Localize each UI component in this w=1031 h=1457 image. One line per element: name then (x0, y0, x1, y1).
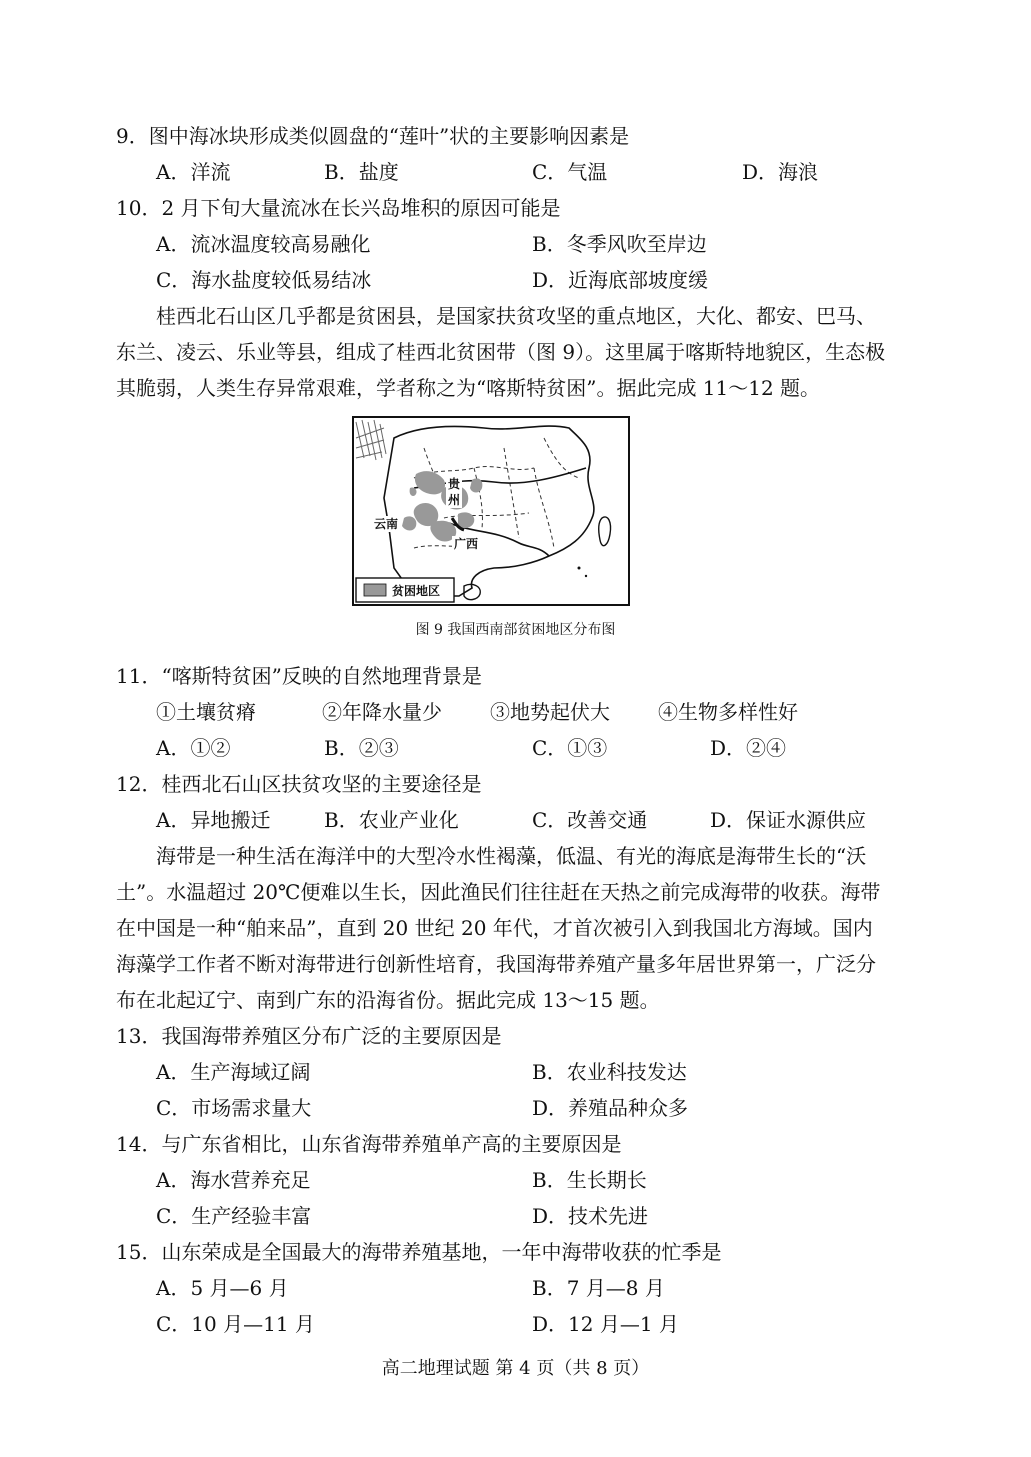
hatched-region (356, 420, 386, 460)
q11-option-d: D．②④ (710, 736, 787, 760)
q14-option-b: B．生长期长 (532, 1168, 647, 1192)
q13-option-d: D．养殖品种众多 (532, 1096, 689, 1120)
passage-1-line-3: 其脆弱，人类生存异常艰难，学者称之为“喀斯特贫困”。据此完成 11～12 题。 (116, 376, 821, 400)
passage-2-line-4: 海藻学工作者不断对海带进行创新性培育，我国海带养殖产量多年居世界第一，广泛分 (116, 952, 876, 976)
figure-9-caption: 图 9 我国西南部贫困地区分布图 (415, 622, 616, 638)
passage-2-line-2: 土”。水温超过 20℃便难以生长，因此渔民们往往赶在天热之前完成海带的收获。海带 (116, 880, 881, 904)
q10-option-b: B．冬季风吹至岸边 (532, 232, 707, 256)
q12-option-a: A．异地搬迁 (156, 808, 271, 832)
q9-option-b: B．盐度 (324, 160, 399, 184)
q11-option-c: C．①③ (532, 736, 608, 760)
q12-option-b: B．农业产业化 (324, 808, 459, 832)
q13-option-c: C．市场需求量大 (156, 1096, 312, 1120)
q11-option-a: A．①② (156, 736, 231, 760)
figure-9-map (352, 416, 630, 606)
q14-option-c: C．生产经验丰富 (156, 1204, 312, 1228)
legend-swatch (364, 584, 386, 596)
q15-option-b: B．7 月—8 月 (532, 1276, 665, 1300)
q11-item-1: ①土壤贫瘠 (156, 700, 256, 724)
q15-option-d: D．12 月—1 月 (532, 1312, 679, 1336)
passage-2-line-1: 海带是一种生活在海洋中的大型冷水性褐藻，低温、有光的海底是海带生长的“沃 (156, 844, 867, 868)
taiwan-island (599, 517, 611, 546)
map-label-yunnan: 云南 (374, 517, 399, 531)
q10-option-d: D．近海底部坡度缓 (532, 268, 709, 292)
q13-option-a: A．生产海域辽阔 (156, 1060, 311, 1084)
passage-1-line-2: 东兰、凌云、乐业等县，组成了桂西北贫困带（图 9）。这里属于喀斯特地貌区，生态极 (116, 340, 886, 364)
southwest-china-map (354, 418, 628, 604)
question-9-stem: 9．图中海冰块形成类似圆盘的“莲叶”状的主要影响因素是 (116, 124, 630, 148)
q11-option-b: B．②③ (324, 736, 399, 760)
q12-option-c: C．改善交通 (532, 808, 648, 832)
page-footer: 高二地理试题 第 4 页（共 8 页） (381, 1358, 650, 1379)
q10-option-a: A．流冰温度较高易融化 (156, 232, 371, 256)
q11-item-3: ③地势起伏大 (490, 700, 610, 724)
map-legend (356, 578, 454, 602)
question-14-stem: 14．与广东省相比，山东省海带养殖单产高的主要原因是 (116, 1132, 622, 1156)
q9-option-d: D．海浪 (742, 160, 819, 184)
map-label-guangxi: 广西 (454, 537, 479, 551)
q15-option-a: A．5 月—6 月 (156, 1276, 289, 1300)
q11-item-2: ②年降水量少 (322, 700, 442, 724)
poverty-areas (402, 471, 482, 541)
question-10-stem: 10．2 月下旬大量流冰在长兴岛堆积的原因可能是 (116, 196, 561, 220)
map-label-guizhou-2: 州 (448, 493, 461, 507)
question-15-stem: 15．山东荣成是全国最大的海带养殖基地，一年中海带收获的忙季是 (116, 1240, 722, 1264)
passage-2-line-5: 布在北起辽宁、南到广东的沿海省份。据此完成 13～15 题。 (116, 988, 660, 1012)
q10-option-c: C．海水盐度较低易结冰 (156, 268, 372, 292)
question-12-stem: 12．桂西北石山区扶贫攻坚的主要途径是 (116, 772, 482, 796)
q12-option-d: D．保证水源供应 (710, 808, 867, 832)
passage-2-line-3: 在中国是一种“舶来品”，直到 20 世纪 20 年代，才首次被引入到我国北方海域。国内 (116, 916, 873, 940)
q13-option-b: B．农业科技发达 (532, 1060, 687, 1084)
q9-option-a: A．洋流 (156, 160, 231, 184)
q15-option-c: C．10 月—11 月 (156, 1312, 315, 1336)
q14-option-d: D．技术先进 (532, 1204, 649, 1228)
map-label-guizhou-1: 贵 (448, 477, 461, 491)
q11-item-4: ④生物多样性好 (658, 700, 798, 724)
q14-option-a: A．海水营养充足 (156, 1168, 311, 1192)
legend-label: 贫困地区 (392, 584, 441, 598)
passage-1-line-1: 桂西北石山区几乎都是贫困县，是国家扶贫攻坚的重点地区，大化、都安、巴马、 (156, 304, 876, 328)
q9-option-c: C．气温 (532, 160, 608, 184)
question-13-stem: 13．我国海带养殖区分布广泛的主要原因是 (116, 1024, 502, 1048)
question-11-stem: 11．“喀斯特贫困”反映的自然地理背景是 (116, 664, 482, 688)
